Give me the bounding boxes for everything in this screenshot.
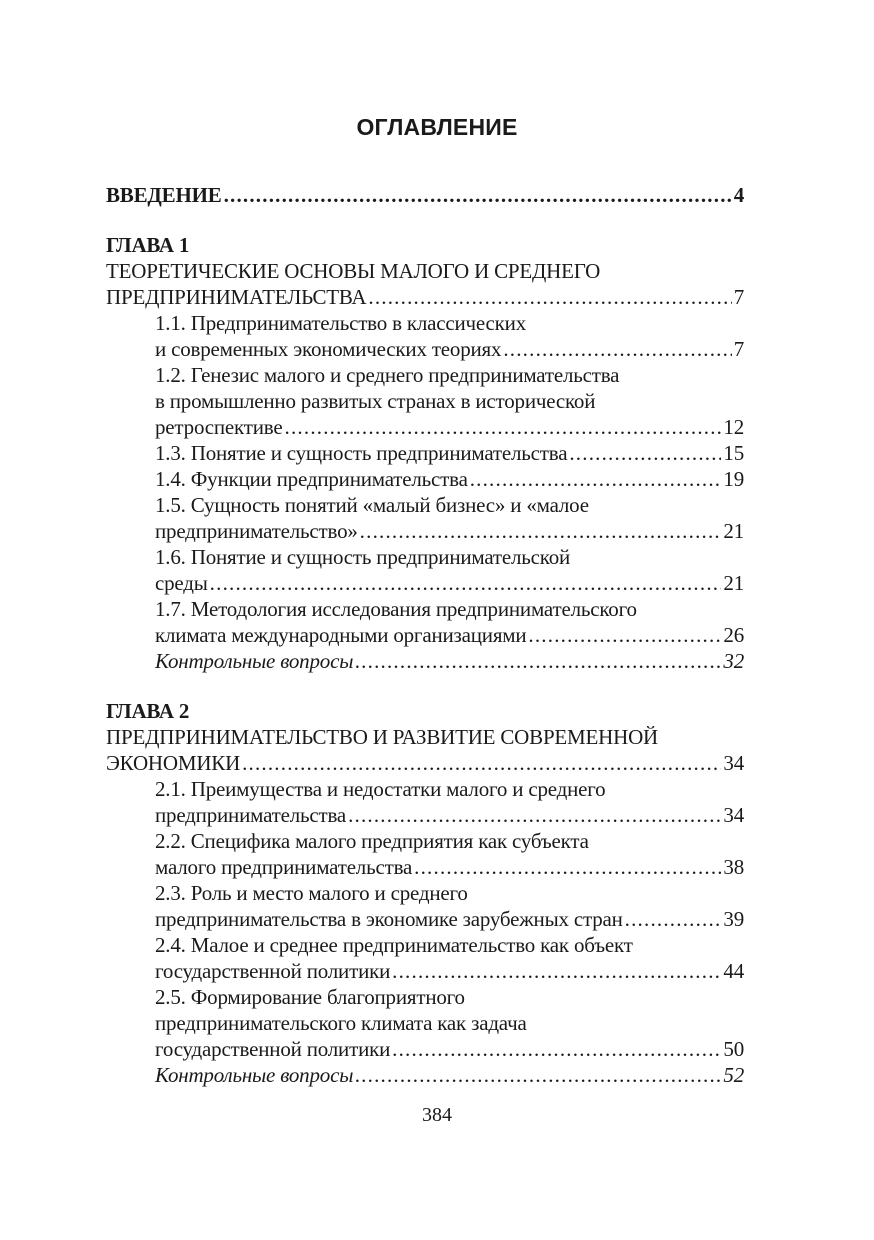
toc-section bbox=[106, 182, 744, 208]
entry-title-line: 1.1. Предпринимательство в классических bbox=[155, 311, 527, 335]
dot-leader bbox=[224, 182, 732, 208]
dot-leader bbox=[355, 1062, 721, 1088]
dot-leader bbox=[392, 1036, 721, 1062]
entry-title-line: предпринимательства bbox=[155, 803, 347, 827]
dot-leader bbox=[355, 648, 721, 674]
section-gap bbox=[106, 674, 744, 698]
entry-page-number: 12 bbox=[723, 415, 744, 439]
entry-title-line: ретроспективе bbox=[155, 415, 283, 439]
entry-page-number: 21 bbox=[723, 571, 744, 595]
entry-page-number: 44 bbox=[723, 959, 744, 983]
entry-page-number: 7 bbox=[733, 337, 744, 361]
entry-page-number: 34 bbox=[723, 751, 744, 775]
dot-leader bbox=[569, 440, 721, 466]
entry-page-number: 26 bbox=[723, 623, 744, 647]
toc-entry[interactable] bbox=[106, 828, 744, 880]
entry-title-line: 1.7. Методология исследования предпринимательского bbox=[155, 597, 637, 621]
entry-page-number: 7 bbox=[733, 285, 744, 309]
entry-leader-line bbox=[106, 182, 744, 208]
entry-page-number: 19 bbox=[723, 467, 744, 491]
entry-title-line: ТЕОРЕТИЧЕСКИЕ ОСНОВЫ МАЛОГО И СРЕДНЕГО bbox=[106, 259, 601, 283]
dot-leader bbox=[625, 906, 722, 932]
entry-title-line: среды bbox=[155, 571, 208, 595]
entry-leader-line bbox=[155, 336, 744, 362]
toc-entry[interactable] bbox=[106, 648, 744, 674]
toc-entry[interactable] bbox=[106, 258, 744, 310]
entry-title-line: 2.2. Специфика малого предприятия как субъекта bbox=[155, 829, 589, 853]
entry-page-number: 34 bbox=[723, 803, 744, 827]
entry-title-line: малого предпринимательства bbox=[155, 855, 413, 879]
entry-title-line: 2.1. Преимущества и недостатки малого и среднего bbox=[155, 777, 606, 801]
toc-entry[interactable] bbox=[106, 440, 744, 466]
entry-title-line: предпринимательство» bbox=[155, 519, 358, 543]
entry-leader-line bbox=[106, 284, 744, 310]
dot-leader bbox=[348, 802, 721, 828]
entry-title-line: Контрольные вопросы bbox=[155, 649, 354, 673]
entry-title-line: 2.3. Роль и место малого и среднего bbox=[155, 881, 468, 905]
chapter-heading: ГЛАВА 1 bbox=[106, 233, 190, 257]
entry-title-line: ВВЕДЕНИЕ bbox=[106, 183, 222, 207]
entry-title-line: 1.2. Генезис малого и среднего предпринимательства bbox=[155, 363, 620, 387]
dot-leader bbox=[242, 750, 721, 776]
toc-entry[interactable] bbox=[106, 984, 744, 1062]
chapter-heading: ГЛАВА 2 bbox=[106, 699, 190, 723]
entry-title-line: предпринимательства в экономике зарубежных стран bbox=[155, 907, 623, 931]
entry-page-number: 15 bbox=[723, 441, 744, 465]
toc-section bbox=[106, 698, 744, 1088]
toc-entry[interactable] bbox=[106, 880, 744, 932]
entry-title-line: ЭКОНОМИКИ bbox=[106, 751, 241, 775]
entry-title-line: ПРЕДПРИНИМАТЕЛЬСТВО И РАЗВИТИЕ СОВРЕМЕННОЙ bbox=[106, 725, 659, 749]
entry-leader-line bbox=[155, 1062, 744, 1088]
entry-leader-line bbox=[155, 466, 744, 492]
table-of-contents bbox=[106, 182, 744, 1088]
toc-section bbox=[106, 232, 744, 674]
entry-title-line: 2.4. Малое и среднее предпринимательство как объект bbox=[155, 933, 633, 957]
toc-entry[interactable] bbox=[106, 466, 744, 492]
entry-leader-line bbox=[155, 1036, 744, 1062]
entry-title-line: Контрольные вопросы bbox=[155, 1063, 354, 1087]
entry-leader-line bbox=[155, 802, 744, 828]
page-number: 384 bbox=[422, 1104, 452, 1126]
entry-title-line: предпринимательского климата как задача bbox=[155, 1011, 527, 1035]
entry-page-number: 52 bbox=[723, 1063, 744, 1087]
entry-leader-line bbox=[155, 958, 744, 984]
entry-leader-line bbox=[155, 518, 744, 544]
dot-leader bbox=[503, 336, 731, 362]
toc-entry[interactable] bbox=[106, 182, 744, 208]
dot-leader bbox=[392, 958, 721, 984]
dot-leader bbox=[528, 622, 721, 648]
entry-page-number: 38 bbox=[723, 855, 744, 879]
entry-leader-line bbox=[155, 648, 744, 674]
entry-title-line: и современных экономических теориях bbox=[155, 337, 502, 361]
toc-entry[interactable] bbox=[106, 1062, 744, 1088]
dot-leader bbox=[360, 518, 722, 544]
entry-title-line: в промышленно развитых странах в исторической bbox=[155, 389, 596, 413]
entry-leader-line bbox=[155, 622, 744, 648]
entry-page-number: 4 bbox=[733, 183, 744, 207]
section-gap bbox=[106, 208, 744, 232]
dot-leader bbox=[470, 466, 722, 492]
entry-title-line: 1.6. Понятие и сущность предпринимательской bbox=[155, 545, 571, 569]
entry-leader-line bbox=[155, 570, 744, 596]
entry-page-number: 39 bbox=[723, 907, 744, 931]
entry-title-line: климата международными организациями bbox=[155, 623, 527, 647]
toc-entry[interactable] bbox=[106, 310, 744, 362]
entry-leader-line bbox=[155, 854, 744, 880]
entry-page-number: 50 bbox=[723, 1037, 744, 1061]
entry-leader-line bbox=[155, 906, 744, 932]
entry-title-line: 1.3. Понятие и сущность предпринимательства bbox=[155, 441, 568, 465]
dot-leader bbox=[414, 854, 721, 880]
entry-title-line: ПРЕДПРИНИМАТЕЛЬСТВА bbox=[106, 285, 367, 309]
toc-entry[interactable] bbox=[106, 932, 744, 984]
toc-entry[interactable] bbox=[106, 492, 744, 544]
toc-entry[interactable] bbox=[106, 596, 744, 648]
toc-entry[interactable] bbox=[106, 362, 744, 440]
entry-leader-line bbox=[155, 440, 744, 466]
dot-leader bbox=[285, 414, 722, 440]
entry-page-number: 32 bbox=[723, 649, 744, 673]
entry-title-line: 1.5. Сущность понятий «малый бизнес» и «малое bbox=[155, 493, 589, 517]
toc-entry[interactable] bbox=[106, 544, 744, 596]
entry-leader-line bbox=[155, 414, 744, 440]
dot-leader bbox=[210, 570, 722, 596]
entry-leader-line bbox=[106, 750, 744, 776]
entry-title-line: государственной политики bbox=[155, 1037, 391, 1061]
entry-title-line: 1.4. Функции предпринимательства bbox=[155, 467, 468, 491]
page-title: ОГЛАВЛЕНИЕ bbox=[356, 114, 518, 140]
toc-entry[interactable] bbox=[106, 724, 744, 776]
entry-page-number: 21 bbox=[723, 519, 744, 543]
entry-title-line: государственной политики bbox=[155, 959, 391, 983]
entry-title-line: 2.5. Формирование благоприятного bbox=[155, 985, 465, 1009]
toc-entry[interactable] bbox=[106, 776, 744, 828]
dot-leader bbox=[368, 284, 731, 310]
